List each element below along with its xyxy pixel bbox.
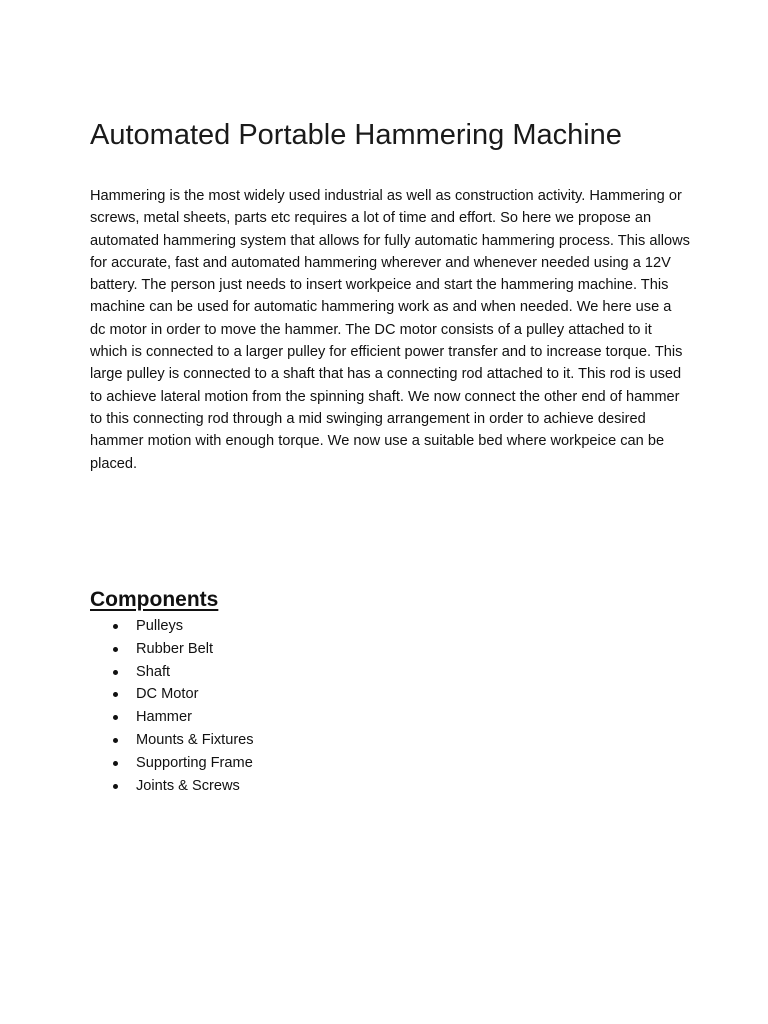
bullet-icon xyxy=(113,624,118,629)
component-label: DC Motor xyxy=(136,686,199,703)
component-label: Hammer xyxy=(136,709,192,726)
list-item xyxy=(90,729,254,752)
component-label: Rubber Belt xyxy=(136,640,214,657)
component-label: Joints & Screws xyxy=(136,777,240,794)
list-item xyxy=(90,661,254,684)
component-label: Supporting Frame xyxy=(136,754,253,771)
component-label: Shaft xyxy=(136,663,171,680)
bullet-icon xyxy=(113,692,118,697)
bullet-icon xyxy=(113,738,118,743)
bullet-icon xyxy=(113,670,118,675)
list-item xyxy=(90,775,254,798)
description-paragraph: Hammering is the most widely used industrial as well as construction activity. Hammering or screws, metal sheets, parts etc requires a lot of time and effort. So here we propose an automated hammering system that allows for fully automatic hammering process. This allows for accurate, fast and automated hammering wherever and whenever needed using a 12V battery. The person just needs to insert workpeice and start the hammering machine. This machine can be used for automatic hammering work as and when needed. We here use a dc motor in order to move the hammer. The DC motor consists of a pulley attached to it which is connected to a larger pulley for efficient power transfer and to increase torque. This large pulley is connected to a shaft that has a connecting rod attached to it. This rod is used to achieve lateral motion from the spinning shaft. We now connect the other end of hammer to this connecting rod through a mid swinging arrangement in order to achieve desired hammer motion with enough torque. We now use a suitable bed where workpeice can be placed. xyxy=(90,188,690,472)
bullet-icon xyxy=(113,784,118,789)
bullet-icon xyxy=(113,647,118,652)
list-item xyxy=(90,615,254,638)
component-label: Mounts & Fixtures xyxy=(136,731,254,748)
components-list xyxy=(90,615,254,797)
bullet-icon xyxy=(113,715,118,720)
list-item xyxy=(90,638,254,661)
components-heading: Components xyxy=(90,588,219,611)
list-item xyxy=(90,752,254,775)
list-item xyxy=(90,683,254,706)
component-label: Pulleys xyxy=(136,618,184,634)
document-title: Automated Portable Hammering Machine xyxy=(90,119,622,151)
bullet-icon xyxy=(113,761,118,766)
list-item xyxy=(90,706,254,729)
